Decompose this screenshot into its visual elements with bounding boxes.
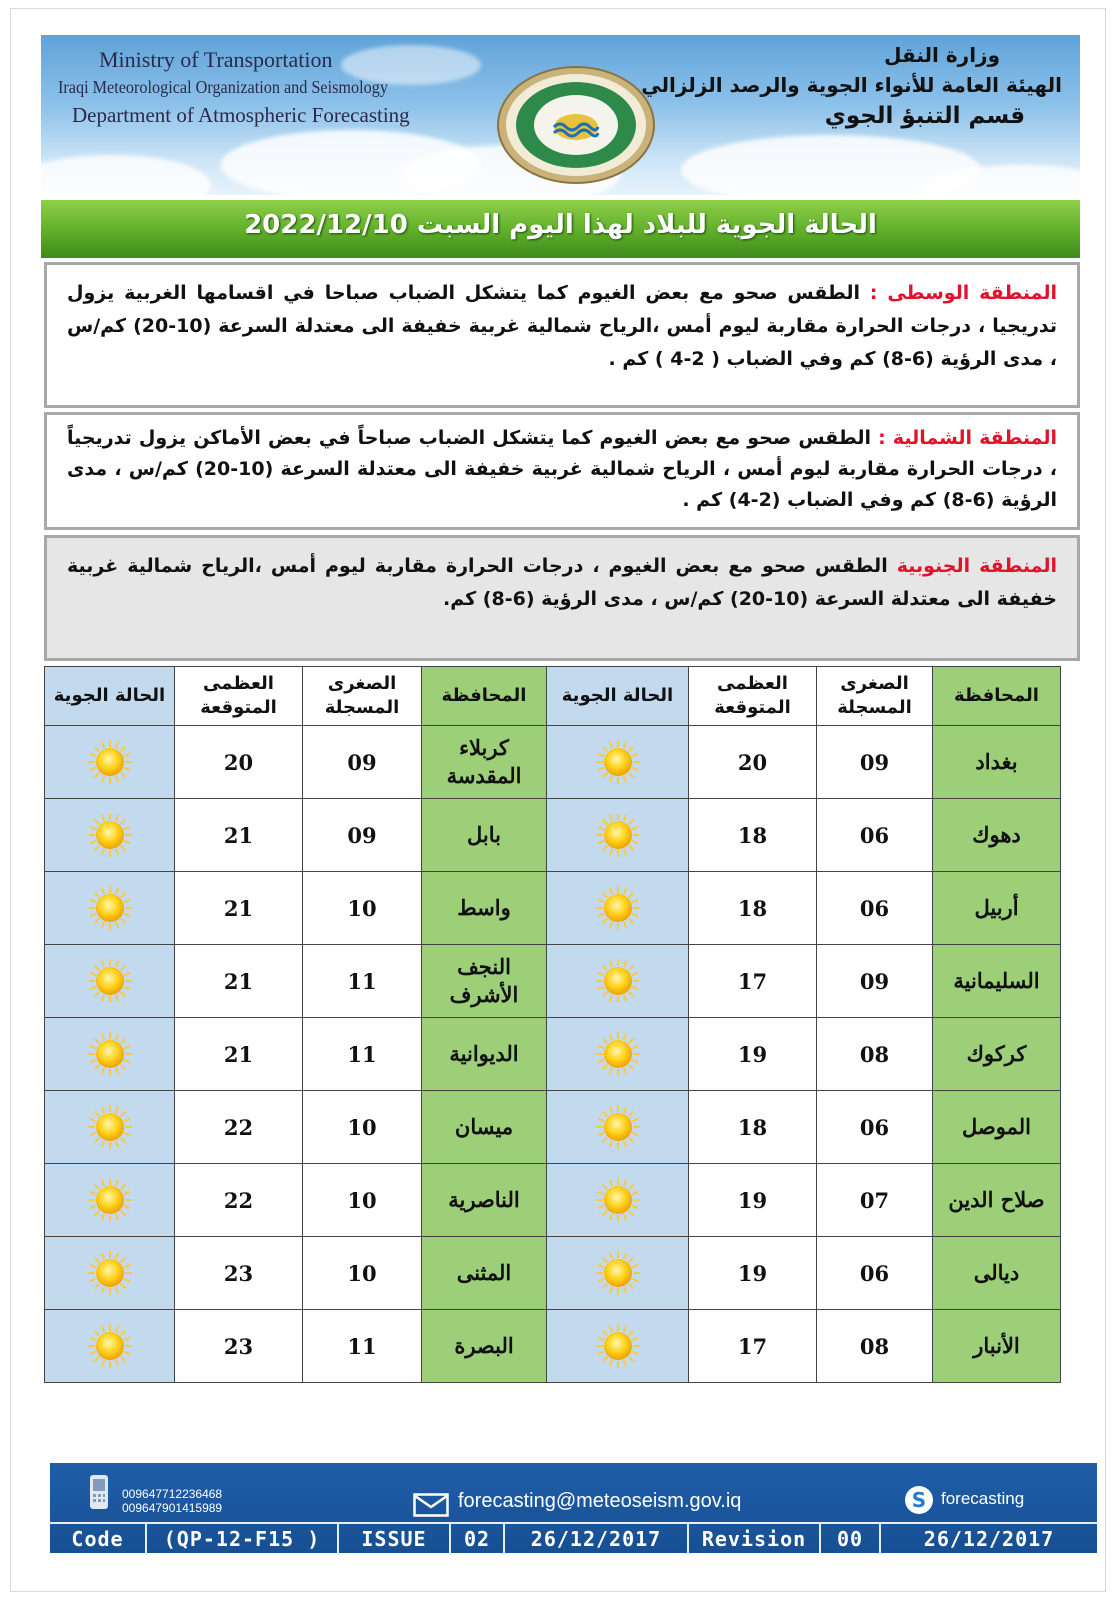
table-row	[45, 799, 1061, 872]
header-en-department: Department of Atmospheric Forecasting	[72, 103, 410, 127]
table-row	[45, 945, 1061, 1018]
province-right: الأنبار	[933, 1310, 1061, 1383]
sun-icon	[87, 739, 133, 785]
header-en-organization: Iraqi Meteorological Organization and Seismology	[58, 77, 388, 97]
page-title: الحالة الجوية للبلاد لهذا اليوم السبت 2022/12/10	[244, 210, 877, 240]
sun-icon	[595, 1323, 641, 1369]
weather-icon-right	[547, 872, 689, 945]
max-temp-right: 17	[689, 1310, 817, 1383]
email-icon	[413, 1493, 449, 1517]
province-right: دهوك	[933, 799, 1061, 872]
min-temp-right: 07	[817, 1164, 933, 1237]
region-central	[44, 262, 1080, 408]
max-temp-left: 21	[175, 1018, 303, 1091]
footer-revision-label: Revision	[689, 1524, 821, 1554]
province-right: الموصل	[933, 1091, 1061, 1164]
header-province-left: المحافظة	[422, 667, 547, 726]
footer-email[interactable]: forecasting@meteoseism.gov.iq	[458, 1490, 742, 1512]
header-min-left: الصغرى المسجلة	[303, 667, 422, 726]
header-province-right: المحافظة	[933, 667, 1061, 726]
region-central-text: الطقس صحو مع بعض الغيوم كما يتشكل الضباب صباحا في اقسامها الغربية يزول تدريجيا ، درجات الحرارة مقاربة ليوم أمس ،الرياح شمالية غربية خفيفة الى معتدلة السرعة (10-20) كم/س ، مدى الرؤية (6-8) كم وفي الضباب ( 2-4 ) كم .	[67, 282, 1057, 370]
svg-text:S: S	[911, 1488, 927, 1512]
footer-issue-number: 02	[451, 1524, 505, 1554]
max-temp-left: 23	[175, 1310, 303, 1383]
sun-icon	[595, 1250, 641, 1296]
province-right: بغداد	[933, 726, 1061, 799]
province-left: النجف الأشرف	[422, 945, 547, 1018]
header-ar-ministry: وزارة النقل	[884, 43, 1000, 67]
weather-icon-left	[45, 1237, 175, 1310]
sun-icon	[87, 1031, 133, 1077]
province-left: بابل	[422, 799, 547, 872]
province-left: الديوانية	[422, 1018, 547, 1091]
header-min-right: الصغرى المسجلة	[817, 667, 933, 726]
weather-icon-right	[547, 1018, 689, 1091]
region-central-label: المنطقة الوسطى :	[869, 282, 1057, 304]
footer-phone-1: 009647712236468	[122, 1487, 223, 1501]
header-en-ministry: Ministry of Transportation	[99, 47, 333, 72]
region-south	[44, 535, 1080, 661]
max-temp-right: 17	[689, 945, 817, 1018]
skype-icon	[904, 1485, 934, 1515]
table-row	[45, 1310, 1061, 1383]
max-temp-right: 19	[689, 1164, 817, 1237]
sun-icon	[595, 739, 641, 785]
phone-icon	[88, 1473, 110, 1511]
title-bar	[41, 200, 1080, 258]
province-left: البصرة	[422, 1310, 547, 1383]
footer-code-label: Code	[50, 1524, 147, 1554]
max-temp-right: 19	[689, 1237, 817, 1310]
sun-icon	[87, 885, 133, 931]
weather-icon-right	[547, 726, 689, 799]
weather-icon-right	[547, 1237, 689, 1310]
region-north-text: الطقس صحو مع بعض الغيوم كما يتشكل الضباب صباحاً في بعض الأماكن يزول تدريجياً ، درجات الحرارة مقاربة ليوم أمس ، الرياح شمالية غربية خفيفة الى معتدلة السرعة (10-20) كم/س ، مدى الرؤية (6-8) كم وفي الضباب (2-4) كم .	[67, 427, 1057, 511]
max-temp-left: 22	[175, 1164, 303, 1237]
max-temp-left: 22	[175, 1091, 303, 1164]
region-north-label: المنطقة الشمالية :	[878, 427, 1057, 449]
sun-icon	[595, 958, 641, 1004]
region-south-label: المنطقة الجنوبية	[896, 555, 1057, 577]
max-temp-left: 20	[175, 726, 303, 799]
province-right: السليمانية	[933, 945, 1061, 1018]
sun-icon	[87, 958, 133, 1004]
weather-icon-left	[45, 872, 175, 945]
weather-icon-left	[45, 799, 175, 872]
sun-icon	[87, 1104, 133, 1150]
weather-icon-left	[45, 726, 175, 799]
min-temp-right: 06	[817, 872, 933, 945]
sun-icon	[87, 1177, 133, 1223]
footer-revision-number: 00	[821, 1524, 881, 1554]
weather-icon-left	[45, 1018, 175, 1091]
table-row	[45, 1018, 1061, 1091]
max-temp-right: 20	[689, 726, 817, 799]
min-temp-left: 11	[303, 1310, 422, 1383]
weather-icon-right	[547, 1164, 689, 1237]
province-left: واسط	[422, 872, 547, 945]
footer-phone-2: 009647901415989	[122, 1501, 223, 1515]
max-temp-left: 21	[175, 799, 303, 872]
sun-icon	[87, 1323, 133, 1369]
header-ar-department: قسم التنبؤ الجوي	[824, 103, 1025, 129]
organization-logo	[496, 65, 656, 185]
header-max-left: العظمى المتوقعة	[175, 667, 303, 726]
max-temp-left: 23	[175, 1237, 303, 1310]
province-right: أربيل	[933, 872, 1061, 945]
province-left: المثنى	[422, 1237, 547, 1310]
min-temp-right: 06	[817, 1237, 933, 1310]
footer-issue-label: ISSUE	[339, 1524, 451, 1554]
table-row	[45, 1237, 1061, 1310]
min-temp-right: 06	[817, 799, 933, 872]
header-weather-right: الحالة الجوية	[547, 667, 689, 726]
forecast-table	[44, 666, 1061, 1383]
sun-icon	[87, 812, 133, 858]
min-temp-left: 10	[303, 872, 422, 945]
max-temp-right: 18	[689, 1091, 817, 1164]
max-temp-right: 18	[689, 872, 817, 945]
weather-icon-left	[45, 1164, 175, 1237]
weather-icon-left	[45, 945, 175, 1018]
footer	[50, 1463, 1097, 1553]
footer-skype[interactable]: forecasting	[941, 1489, 1025, 1508]
province-left: الناصرية	[422, 1164, 547, 1237]
province-left: كربلاء المقدسة	[422, 726, 547, 799]
header-weather-left: الحالة الجوية	[45, 667, 175, 726]
weather-icon-right	[547, 1310, 689, 1383]
sun-icon	[595, 1177, 641, 1223]
province-right: صلاح الدين	[933, 1164, 1061, 1237]
footer-revision-date: 26/12/2017	[923, 1527, 1055, 1551]
min-temp-right: 06	[817, 1091, 933, 1164]
weather-icon-right	[547, 799, 689, 872]
footer-code-value: (QP-12-F15 )	[147, 1524, 339, 1554]
min-temp-left: 11	[303, 1018, 422, 1091]
min-temp-right: 08	[817, 1310, 933, 1383]
weather-icon-right	[547, 1091, 689, 1164]
min-temp-right: 09	[817, 945, 933, 1018]
footer-document-code-row	[50, 1522, 1097, 1554]
header-ar-organization: الهيئة العامة للأنواء الجوية والرصد الزلزالي	[641, 73, 1062, 97]
max-temp-right: 19	[689, 1018, 817, 1091]
min-temp-left: 10	[303, 1091, 422, 1164]
table-row	[45, 1091, 1061, 1164]
max-temp-left: 21	[175, 945, 303, 1018]
sun-icon	[595, 885, 641, 931]
min-temp-left: 10	[303, 1237, 422, 1310]
min-temp-left: 10	[303, 1164, 422, 1237]
sun-icon	[595, 1104, 641, 1150]
min-temp-left: 09	[303, 726, 422, 799]
header-max-right: العظمى المتوقعة	[689, 667, 817, 726]
min-temp-right: 08	[817, 1018, 933, 1091]
weather-icon-left	[45, 1091, 175, 1164]
province-right: كركوك	[933, 1018, 1061, 1091]
footer-issue-date: 26/12/2017	[505, 1524, 689, 1554]
header-banner	[41, 35, 1080, 195]
region-south-text: الطقس صحو مع بعض الغيوم ، درجات الحرارة مقاربة ليوم أمس ،الرياح شمالية غربية خفيفة الى معتدلة السرعة (10-20) كم/س ، مدى الرؤية (6-8) كم.	[67, 555, 1057, 610]
min-temp-left: 09	[303, 799, 422, 872]
weather-icon-left	[45, 1310, 175, 1383]
min-temp-left: 11	[303, 945, 422, 1018]
max-temp-left: 21	[175, 872, 303, 945]
province-left: ميسان	[422, 1091, 547, 1164]
max-temp-right: 18	[689, 799, 817, 872]
table-row	[45, 872, 1061, 945]
sun-icon	[87, 1250, 133, 1296]
sun-icon	[595, 1031, 641, 1077]
weather-icon-right	[547, 945, 689, 1018]
table-row	[45, 1164, 1061, 1237]
sun-icon	[595, 812, 641, 858]
min-temp-right: 09	[817, 726, 933, 799]
table-header-row	[45, 667, 1061, 726]
province-right: ديالى	[933, 1237, 1061, 1310]
region-north	[44, 412, 1080, 530]
table-row	[45, 726, 1061, 799]
